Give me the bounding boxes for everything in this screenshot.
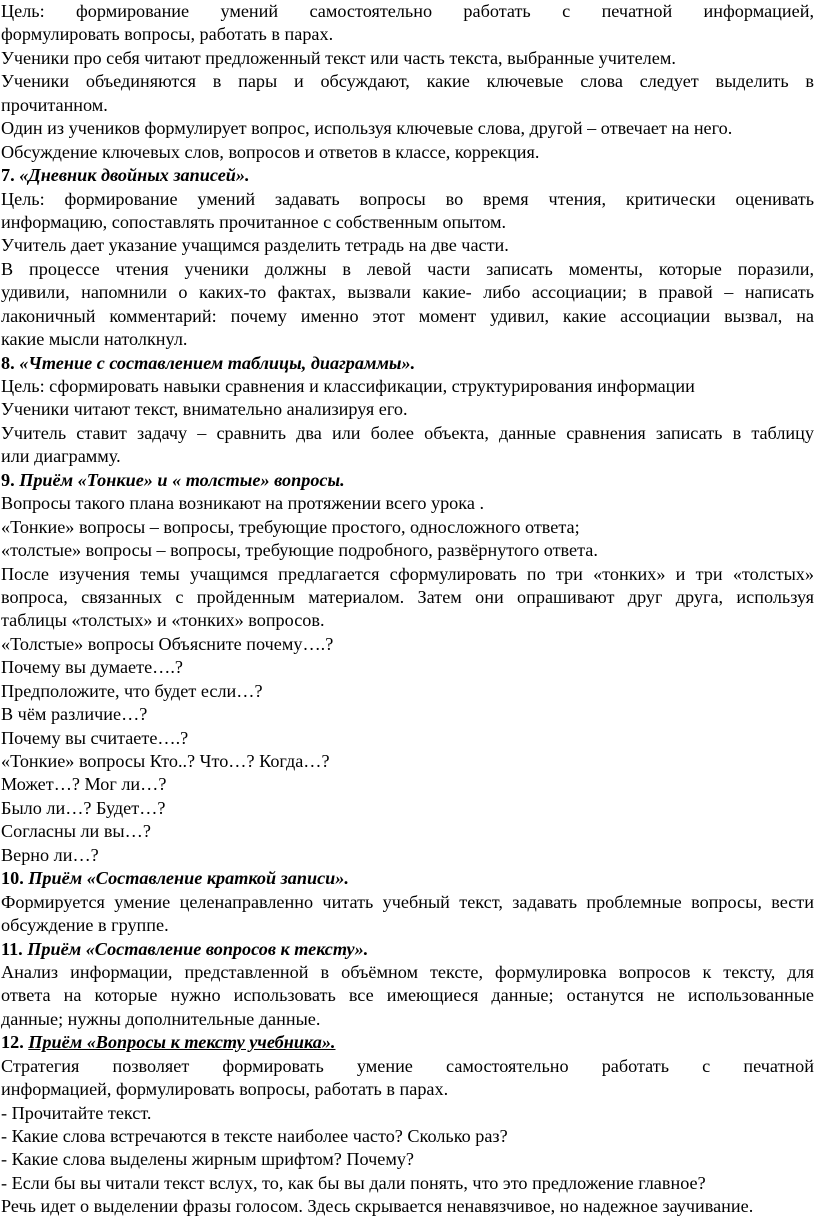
section-number: 11. xyxy=(1,938,28,959)
text-line: Один из учеников формулирует вопрос, используя ключевые слова, другой – отвечает на него. xyxy=(1,118,733,139)
section-number: 12. xyxy=(1,1032,29,1053)
section-number: 9. xyxy=(1,469,20,490)
section-title: Приём «Тонкие» и « толстые» вопросы. xyxy=(19,469,345,490)
text-line: ответа на которые нужно использовать все имеющиеся данные; останутся не использованные xyxy=(1,985,814,1006)
text-line: какие мысли натолкнул. xyxy=(1,329,188,350)
text-line: Почему вы думаете….? xyxy=(1,657,183,678)
text-line: - Если бы вы читали текст вслух, то, как бы вы дали понять, что это предложение главное? xyxy=(1,1172,706,1193)
text-line: вопроса, связанных с пройденным материалом. Затем они опрашивают друг друга, используя xyxy=(1,586,814,607)
text-line: Предположите, что будет если…? xyxy=(1,680,263,701)
text-line: Формируется умение целенаправленно читать учебный текст, задавать проблемные вопросы, вести xyxy=(1,891,814,912)
section-heading xyxy=(1,1031,814,1054)
text-line: Обсуждение ключевых слов, вопросов и ответов в классе, коррекция. xyxy=(1,141,540,162)
text-line: Ученики объединяются в пары и обсуждают, какие ключевые слова следует выделить в xyxy=(1,71,814,92)
text-line: формулировать вопросы, работать в парах. xyxy=(1,24,334,45)
text-line: лаконичный комментарий: почему именно этот момент удивил, какие ассоциации вызвал, на xyxy=(1,305,814,326)
section-title: Приём «Вопросы к тексту учебника». xyxy=(28,1032,336,1053)
text-line: или диаграмму. xyxy=(1,446,121,467)
text-line: После изучения темы учащимся предлагается сформулировать по три «тонких» и три «толстых» xyxy=(1,563,814,584)
text-line: Речь идет о выделении фразы голосом. Здесь скрывается ненавязчивое, но надежное заучивание. xyxy=(1,1196,754,1217)
section-title: Приём «Составление краткой записи». xyxy=(28,868,349,889)
text-line: Ученики про себя читают предложенный текст или часть текста, выбранные учителем. xyxy=(1,47,676,68)
section-heading xyxy=(1,867,814,890)
text-line: «Толстые» вопросы Объясните почему….? xyxy=(1,633,334,654)
section-title: «Чтение с составлением таблицы, диаграммы». xyxy=(19,352,416,373)
text-line: «толстые» вопросы – вопросы, требующие подробного, развёрнутого ответа. xyxy=(1,540,598,561)
text-line: Согласны ли вы…? xyxy=(1,821,151,842)
section-heading xyxy=(1,164,814,187)
text-line: Почему вы считаете….? xyxy=(1,727,189,748)
text-line: Стратегия позволяет формировать умение самостоятельно работать с печатной xyxy=(1,1055,814,1076)
text-line: «Тонкие» вопросы – вопросы, требующие простого, односложного ответа; xyxy=(1,516,580,537)
text-line: Цель: формирование умений самостоятельно работать с печатной информацией, xyxy=(1,1,814,21)
text-line: обсуждение в группе. xyxy=(1,915,169,936)
text-line: - Какие слова выделены жирным шрифтом? Почему? xyxy=(1,1149,415,1170)
text-line: информацию, сопоставлять прочитанное с собственным опытом. xyxy=(1,211,506,232)
text-line: Может…? Мог ли…? xyxy=(1,774,167,795)
text-line: Верно ли…? xyxy=(1,844,99,865)
text-line: «Тонкие» вопросы Кто..? Что…? Когда…? xyxy=(1,751,330,771)
section-title: Приём «Составление вопросов к тексту». xyxy=(27,938,369,959)
text-line: прочитанном. xyxy=(1,94,108,115)
text-line: Цель: сформировать навыки сравнения и классификации, структурирования информации xyxy=(1,376,695,396)
text-line: данные; нужны дополнительные данные. xyxy=(1,1008,321,1029)
section-title: «Дневник двойных записей». xyxy=(19,165,250,186)
text-line: Учитель ставит задачу – сравнить два или более объекта, данные сравнения записать в таблицу xyxy=(1,422,814,443)
text-line: Вопросы такого плана возникают на протяжении всего урока . xyxy=(1,493,485,514)
text-line: В процессе чтения ученики должны в левой части записать моменты, которые поразили, xyxy=(1,258,814,279)
section-heading xyxy=(1,352,814,375)
text-line: Было ли…? Будет…? xyxy=(1,797,166,818)
text-line: - Прочитайте текст. xyxy=(1,1102,152,1123)
section-number: 7. xyxy=(1,165,20,186)
text-line: Учитель дает указание учащимся разделить тетрадь на две части. xyxy=(1,235,509,256)
text-line: - Какие слова встречаются в тексте наиболее часто? Сколько раз? xyxy=(1,1126,508,1146)
section-heading xyxy=(1,938,814,961)
text-line: удивили, напомнили о каких-то фактах, вызвали какие- либо ассоциации; в правой – написать xyxy=(1,282,814,303)
section-heading xyxy=(1,469,814,492)
text-line: Ученики читают текст, внимательно анализируя его. xyxy=(1,399,408,420)
text-line: В чём различие…? xyxy=(1,704,148,725)
text-line: таблицы «толстых» и «тонких» вопросов. xyxy=(1,610,325,631)
section-number: 8. xyxy=(1,352,20,373)
text-line: Цель: формирование умений задавать вопросы во время чтения, критически оценивать xyxy=(1,188,814,209)
text-line: Анализ информации, представленной в объёмном тексте, формулировка вопросов к тексту, для xyxy=(1,961,814,982)
text-line: информацией, формулировать вопросы, работать в парах. xyxy=(1,1079,449,1100)
section-number: 10. xyxy=(1,868,29,889)
